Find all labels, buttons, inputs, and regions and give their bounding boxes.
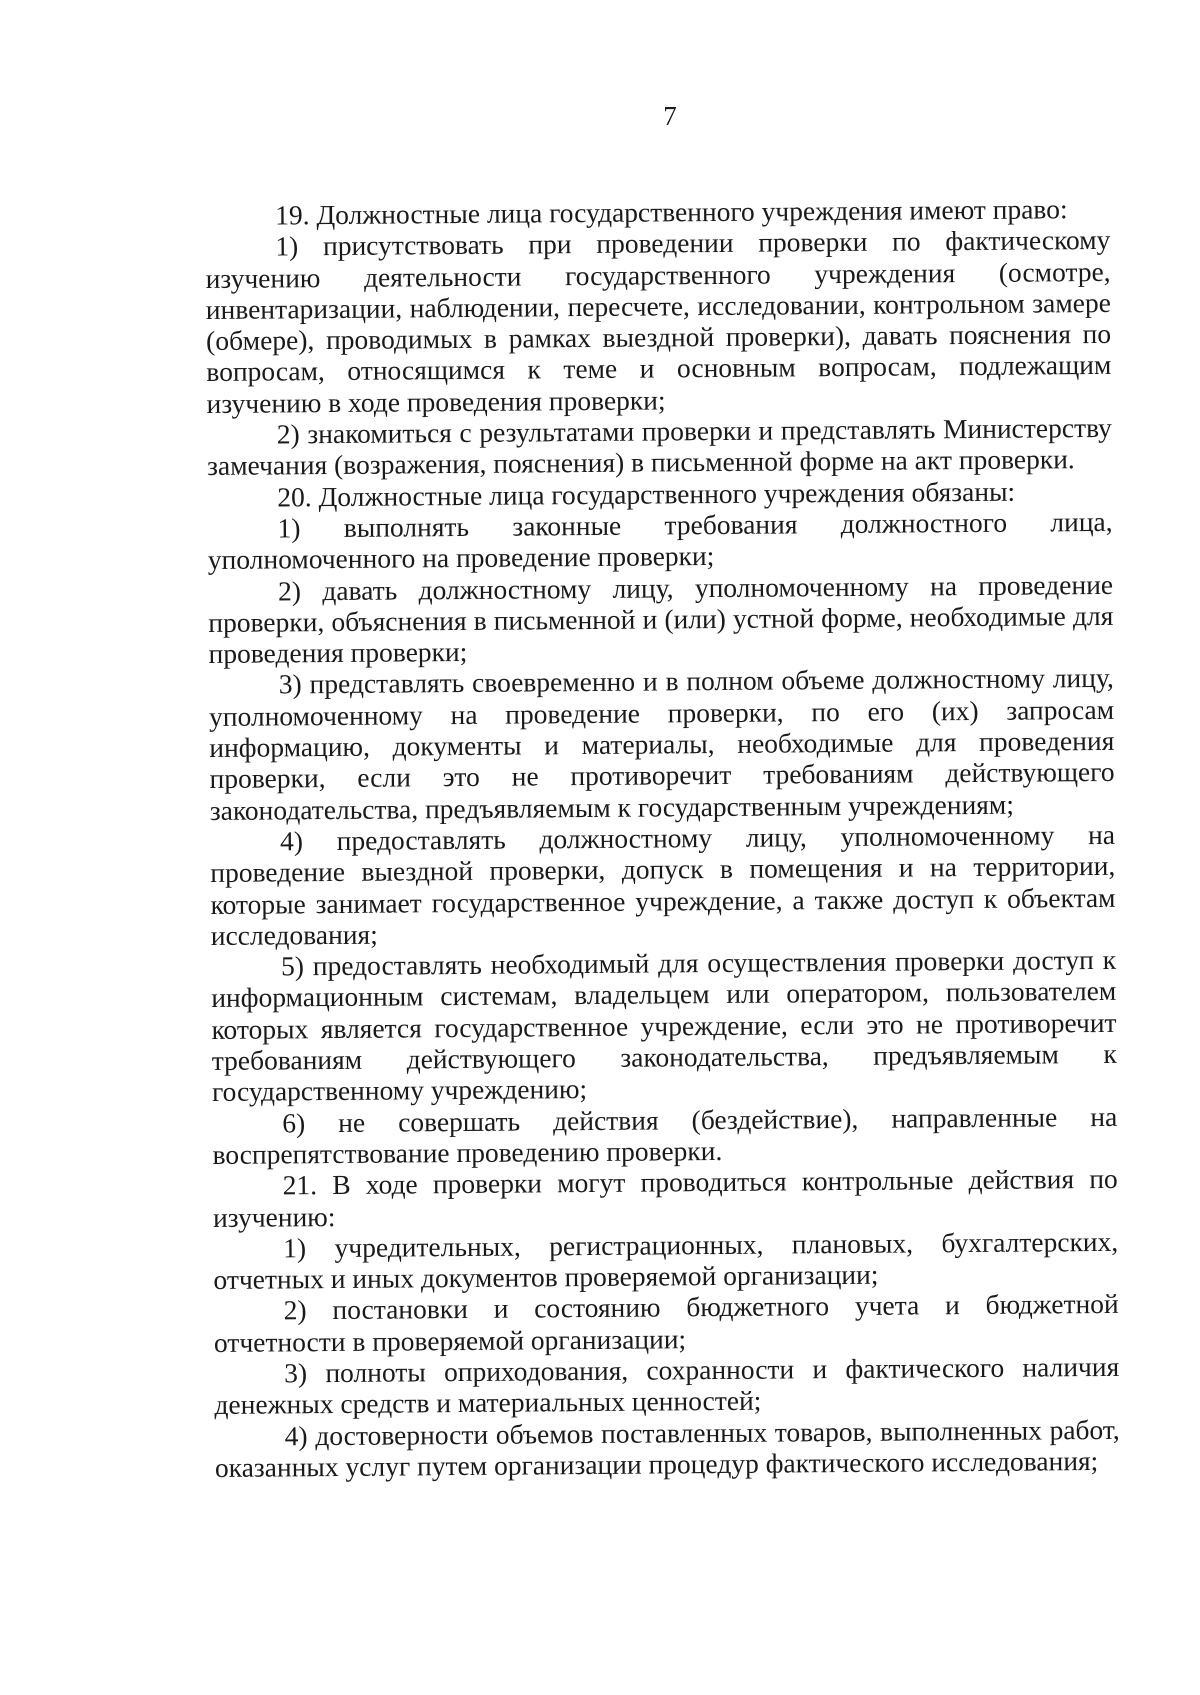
document-body	[205, 193, 1120, 1483]
page-number: 7	[663, 101, 677, 131]
paragraph-21-heading: 21. В ходе проверки могут проводиться контрольные действия по изучению:	[212, 1163, 1118, 1233]
paragraph-21-item-4: 4) достоверности объемов поставленных товаров, выполненных работ, оказанных услуг путем организации процедур фактического исследования;	[214, 1413, 1120, 1483]
paragraph-20-heading: 20. Должностные лица государственного учреждения обязаны:	[277, 475, 1016, 513]
paragraph-19-item-1: 1) присутствовать при проведении проверки по фактическому изучению деятельности государственного учреждения (осмотре, инвентаризации, наблюдении, пересчете, исследовании, контрольном замере (обмере), проводимых в рамках выездной проверки), давать пояснения по вопросам, относящимся к теме и основным вопросам, подлежащим изучению в ходе проведения проверки;	[205, 224, 1112, 419]
paragraph-21-item-3: 3) полноты оприходования, сохранности и фактического наличия денежных средств и материальных ценностей;	[214, 1350, 1120, 1421]
paragraph-20-item-3: 3) представлять своевременно и в полном объеме должностному лицу, уполномоченному на проведение проверки, по его (их) запросам информацию, документы и материалы, необходимые для проведения проверки, если это не противоречит требованиям действующего законодательства, предъявляемым к государственным учреждениям;	[208, 662, 1115, 826]
paragraph-21-item-1: 1) учредительных, регистрационных, плановых, бухгалтерских, отчетных и иных документов проверяемой организации;	[213, 1225, 1119, 1296]
paragraph-20-item-4: 4) предоставлять должностному лицу, уполномоченному на проведение выездной проверки, допуск в помещения и на территории, которые занимает государственное учреждение, а также доступ к объектам исследования;	[210, 818, 1116, 951]
paragraph-21-item-2: 2) постановки и состоянию бюджетного учета и бюджетной отчетности в проверяемой организации;	[213, 1288, 1119, 1358]
paragraph-20-item-1: 1) выполнять законные требования должностного лица, уполномоченного на проведение проверки;	[207, 505, 1113, 576]
paragraph-20-item-2: 2) давать должностному лицу, уполномоченному на проведение проверки, объяснения в письменной и (или) устной форме, необходимые для проведения проверки;	[208, 568, 1114, 670]
paragraph-19-item-2: 2) знакомиться с результатами проверки и представлять Министерству замечания (возражения, пояснения) в письменной форме на акт проверки.	[206, 411, 1112, 482]
paragraph-20-item-6: 6) не совершать действия (бездействие), направленные на воспрепятствование проведению проверки.	[212, 1100, 1118, 1170]
paragraph-20-item-5: 5) предоставлять необходимый для осуществления проверки доступ к информационным системам, владельцем или оператором, пользователем которых является государственное учреждение, если это не противоречит требованиям действующего законодательства, предъявляемым к государственному учреждению;	[211, 943, 1117, 1108]
paragraph-19-heading: 19. Должностные лица государственного учреждения имеют право:	[274, 193, 1068, 231]
